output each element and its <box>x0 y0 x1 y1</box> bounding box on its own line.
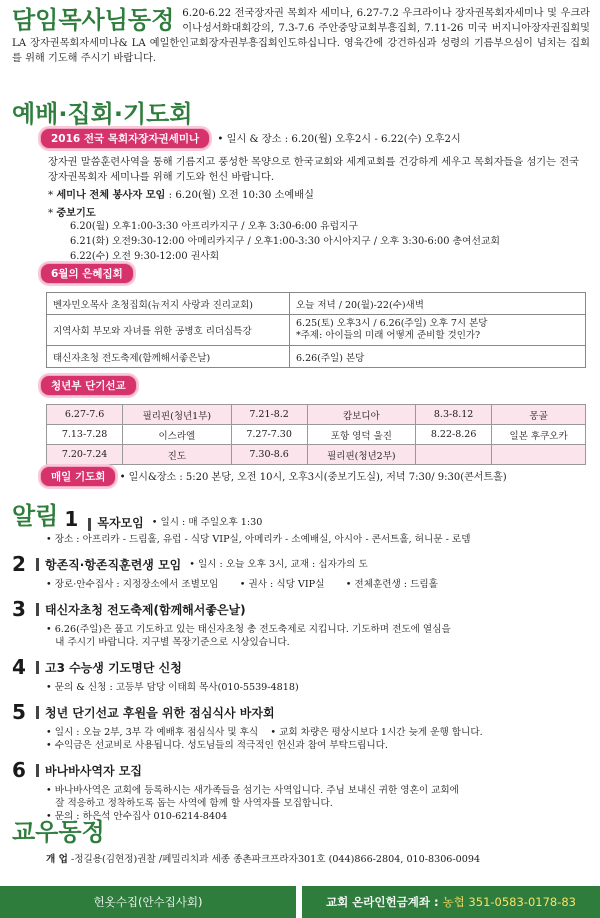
youth-date: 8.3-8.12 <box>416 405 492 425</box>
youth-date: 7.30-8.6 <box>231 445 307 465</box>
notices-title: 알림 <box>12 502 59 530</box>
youth-place: 이스라엘 <box>123 425 231 445</box>
notice-title: 고3 수능생 기도명단 신청 <box>45 660 182 675</box>
youth-date: 8.22-8.26 <box>416 425 492 445</box>
grace-time: 오늘 저녁 / 20(월)-22(수)새벽 <box>290 293 586 315</box>
youth-place: 필리핀(청년1부) <box>123 405 231 425</box>
divider <box>36 706 39 719</box>
divider <box>88 518 91 531</box>
youth-place: 일본 후쿠오카 <box>492 425 586 445</box>
grace-event: 태신자초청 전도축제(함께해서좋은날) <box>47 346 290 368</box>
grace-block <box>40 262 585 368</box>
notice-line: • 장소 : 아프리카 - 드림홀, 유럽 - 식당 VIP실, 아메리카 - 소예배실, 아시아 - 콘서트홀, 허니문 - 로뎀 <box>46 534 471 545</box>
notice-title: 태신자초청 전도축제(함께해서좋은날) <box>45 602 246 617</box>
notice-line: • 수익금은 선교비로 사용됩니다. 성도님들의 적극적인 헌신과 참여 부탁드립니다. <box>46 740 388 751</box>
notice-number: 6 <box>12 758 26 782</box>
divider <box>36 661 39 674</box>
pastor-text: 6.20-6.22 전국장자권 목회자 세미나, 6.27-7.2 우크라이나 장자권목회자세미나 및 우크라이나성서화대회강의, 7.3-7.6 주안중앙교회부흥집회, 7.11-26 미국 버지니아장자권집회및 LA 장자권목회자세미나& LA 예일한인교회장자권부흥집회인도하십니다. 영육간에 강건하심과 성령의 기름부으심이 넘치는 집회를 위해 기도해 주시기 바랍니다. <box>12 8 590 64</box>
grace-time: 6.26(주일) 본당 <box>290 346 586 368</box>
grace-event: 지역사회 부모와 자녀를 위한 공병호 리더십특강 <box>47 315 290 346</box>
seminar-schedule: • 일시 & 장소 : 6.20(월) 오후2시 - 6.22(수) 오후2시 <box>217 134 461 145</box>
table-row <box>47 315 586 346</box>
daily-text: • 일시&장소 : 5:20 본당, 오전 10시, 오후3시(중보기도실), 저녁 7:30/ 9:30(콘서트홀) <box>119 472 507 483</box>
youth-place: 필리핀(청년2부) <box>307 445 415 465</box>
youth-date: 7.21-8.2 <box>231 405 307 425</box>
alumni-text: -정길용(김현정)권찰 /페밀리치과 세종 종촌파크프라자301호 (044)866-2804, 010-8306-0094 <box>70 854 481 865</box>
notice-line: 내 주시기 바랍니다. 지구별 목장기준으로 시상있습니다. <box>46 637 290 648</box>
notice-title: 바나바사역자 모집 <box>45 763 142 778</box>
volunteer-text: : 6.20(월) 오전 10:30 소예배실 <box>168 190 314 201</box>
notice-number: 4 <box>12 655 26 679</box>
notice-line: • 문의 & 신청 : 고등부 담당 이태희 목사(010-5539-4818) <box>46 682 299 693</box>
divider <box>36 558 39 571</box>
notice-line: • 6.26(주일)은 품고 기도하고 있는 태신자초청 총 전도축제로 지킵니다. 기도하며 전도에 열심을 <box>46 624 451 635</box>
table-row <box>47 425 586 445</box>
notice-line: • 바나바사역은 교회에 등록하시는 새가족들을 섬기는 사역입니다. 주님 보내신 귀한 영혼이 교회에 <box>46 785 459 796</box>
table-row <box>47 405 586 425</box>
worship-title: 예배·집회·기도회 <box>12 100 193 128</box>
notice-line: 잘 적응하고 정착하도록 돕는 사역에 함께 할 사역자를 모집합니다. <box>46 798 333 809</box>
account-label: 교회 온라인헌금계좌 : <box>325 895 439 909</box>
notice-number: 3 <box>12 597 26 621</box>
notice-inline: • 일시 : 매 주일오후 1:30 <box>151 517 263 528</box>
seminar-desc: 장자권 말씀훈련사역을 통해 기름지고 풍성한 목양으로 한국교회와 세계교회를 건강하게 세우고 목회자들을 섬기는 전국장자권목회자 세미나를 위해 기도와 헌신 바랍니다. <box>48 157 579 183</box>
seminar-pill: 2016 전국 목회자장자권세미나 <box>40 128 210 149</box>
daily-pill: 매일 기도회 <box>40 466 116 487</box>
prayer-label: 중보기도 <box>56 208 96 219</box>
youth-table <box>46 404 586 465</box>
youth-place: 포항 영덕 울진 <box>307 425 415 445</box>
seminar-block: 2016 전국 목회자장자권세미나 • 일시 & 장소 : 6.20(월) 오후2시 - 6.22(수) 오후2시 장자권 말씀훈련사역을 통해 기름지고 풍성한 목양으로 한국교회와 세계교회를 건강하게 세우고 목회자들을 섬기는 전국장자권목회자 세미나를 위해 기도와 헌신 바랍니다. * 세미나 전체 봉사자 모임 : 6.20(월) 오전 10:30 소예배실 * 중보기도 6.20(월) 오후1:00-3:30 아프리카지구 / 오후 3:30-6:00 유럽지구 6.21(화) 오전9:30-12:00 아메리카지구 / 오후1:00-3:30 아시아지구 / 오후 3:30-6:00 총여선교회 6.22(수) 오전 9:30-12:00 권사회 <box>40 128 585 264</box>
youth-place: 캄보디아 <box>307 405 415 425</box>
notices-section <box>12 496 592 823</box>
youth-date: 7.20-7.24 <box>47 445 123 465</box>
account-number: 농협 351-0583-0178-83 <box>442 895 577 909</box>
youth-date: 7.13-7.28 <box>47 425 123 445</box>
notice-line: • 일시 : 오늘 2부, 3부 각 예배후 점심식사 및 후식 • 교회 차량은 평상시보다 1시간 늦게 운행 합니다. <box>46 727 483 738</box>
notice-title: 목자모임 <box>97 516 144 530</box>
daily-block <box>40 466 595 487</box>
youth-place: 진도 <box>123 445 231 465</box>
notice-title: 항존직·항존직훈련생 모임 <box>45 557 182 572</box>
table-row <box>47 293 586 315</box>
divider <box>36 603 39 616</box>
prayer-line: 6.22(수) 오전 9:30-12:00 권사회 <box>70 251 220 262</box>
alumni-title: 교우동정 <box>12 818 105 846</box>
youth-place <box>492 445 586 465</box>
notice-number: 2 <box>12 552 26 576</box>
notice-title: 청년 단기선교 후원을 위한 점심식사 바자회 <box>45 705 275 720</box>
youth-date: 6.27-7.6 <box>47 405 123 425</box>
alumni-label: 개 업 <box>46 854 68 865</box>
pastor-title: 담임목사님동정 <box>12 6 175 34</box>
footer-left-text: 헌옷수집(안수집사회) <box>93 895 203 909</box>
prayer-line: 6.21(화) 오전9:30-12:00 아메리카지구 / 오후1:00-3:30 아시아지구 / 오후 3:30-6:00 총여선교회 <box>70 236 500 247</box>
grace-pill: 6월의 은혜집회 <box>40 263 134 284</box>
youth-place: 몽골 <box>492 405 586 425</box>
notice-inline: • 일시 : 오늘 오후 3시, 교재 : 십자가의 도 <box>189 558 368 570</box>
volunteer-label: 세미나 전체 봉사자 모임 <box>56 190 166 201</box>
youth-pill: 청년부 단기선교 <box>40 375 137 396</box>
footer-left <box>0 886 296 918</box>
notice-line: • 문의 : 하은석 안수집사 010-6214-8404 <box>46 811 228 822</box>
pastor-section <box>12 6 590 66</box>
prayer-line: 6.20(월) 오후1:00-3:30 아프리카지구 / 오후 3:30-6:00 유럽지구 <box>70 221 359 232</box>
youth-date: 7.27-7.30 <box>231 425 307 445</box>
notice-number: 5 <box>12 700 26 724</box>
grace-time: 6.25(토) 오후3시 / 6.26(주일) 오후 7시 본당 *주제: 아이들의 미래 어떻게 준비할 것인가? <box>290 315 586 346</box>
notice-number: 1 <box>64 507 79 531</box>
alumni-section <box>12 812 592 865</box>
youth-date <box>416 445 492 465</box>
notice-line: • 장로·안수집사 : 지정장소에서 조별모임 • 권사 : 식당 VIP실 • 전체훈련생 : 드림홀 <box>46 579 438 590</box>
footer-right <box>302 886 600 918</box>
table-row <box>47 346 586 368</box>
grace-table <box>46 292 586 368</box>
divider <box>36 764 39 777</box>
youth-block <box>40 374 585 465</box>
grace-event: 벤자민오목사 초청집회(뉴저지 사랑과 진리교회) <box>47 293 290 315</box>
table-row <box>47 445 586 465</box>
